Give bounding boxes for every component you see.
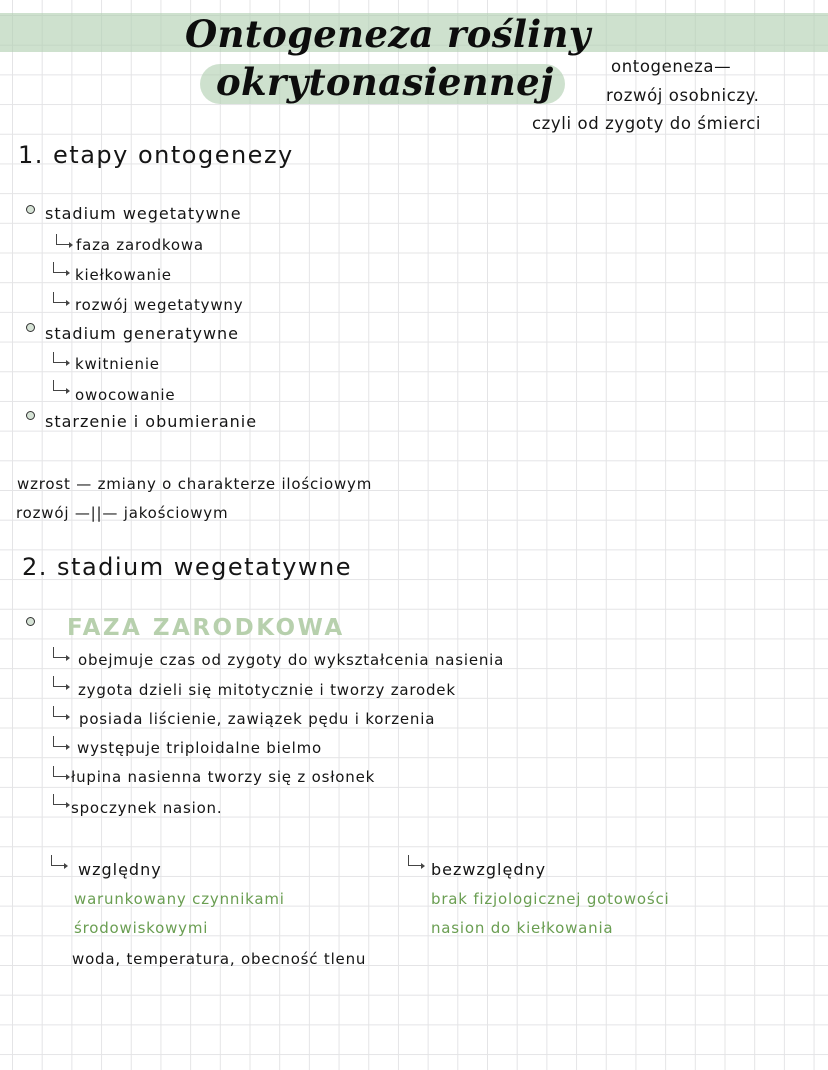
sub-arrow-icon bbox=[53, 352, 66, 363]
stage-aging: starzenie i obumieranie bbox=[45, 412, 258, 431]
bullet-icon bbox=[26, 617, 35, 626]
note-development: rozwój —||— jakościowym bbox=[16, 504, 229, 522]
page-title: Ontogeneza rośliny bbox=[185, 12, 591, 56]
dormancy-relative-desc-1: warunkowany czynnikami bbox=[74, 890, 285, 908]
embryo-point: występuje triploidalne bielmo bbox=[77, 739, 322, 757]
stage-vegetative: stadium wegetatywne bbox=[45, 204, 242, 223]
bullet-icon bbox=[26, 323, 35, 332]
stage-sub-item: rozwój wegetatywny bbox=[75, 296, 244, 314]
embryo-phase-heading: FAZA ZARODKOWA bbox=[67, 615, 345, 641]
dormancy-relative-desc-2: środowiskowymi bbox=[74, 919, 209, 937]
definition-line-1: ontogeneza— bbox=[611, 57, 732, 76]
section-2-heading: 2. stadium wegetatywne bbox=[22, 553, 352, 581]
dormancy-relative-factors: woda, temperatura, obecność tlenu bbox=[72, 950, 367, 968]
dormancy-absolute-label: bezwzględny bbox=[431, 860, 547, 879]
embryo-point: posiada liścienie, zawiązek pędu i korzenia bbox=[79, 710, 436, 728]
stage-sub-item: faza zarodkowa bbox=[76, 236, 204, 254]
sub-arrow-icon bbox=[53, 292, 66, 303]
sub-arrow-icon bbox=[53, 706, 66, 717]
section-1-heading: 1. etapy ontogenezy bbox=[18, 141, 294, 169]
sub-arrow-icon bbox=[56, 234, 69, 245]
sub-arrow-icon bbox=[53, 647, 66, 658]
sub-arrow-icon bbox=[53, 676, 66, 687]
bullet-icon bbox=[26, 411, 35, 420]
dormancy-absolute-desc-1: brak fizjologicznej gotowości bbox=[431, 890, 670, 908]
bullet-icon bbox=[26, 205, 35, 214]
note-growth: wzrost — zmiany o charakterze ilościowym bbox=[17, 475, 373, 493]
sub-arrow-icon bbox=[53, 766, 66, 777]
stage-sub-item: kiełkowanie bbox=[75, 266, 172, 284]
sub-arrow-icon bbox=[53, 736, 66, 747]
embryo-point: obejmuje czas od zygoty do wykształcenia nasienia bbox=[78, 651, 505, 669]
sub-arrow-icon bbox=[408, 855, 421, 866]
dormancy-absolute-desc-2: nasion do kiełkowania bbox=[431, 919, 614, 937]
sub-arrow-icon bbox=[53, 794, 66, 805]
stage-generative: stadium generatywne bbox=[45, 324, 240, 343]
stage-sub-item: owocowanie bbox=[75, 386, 176, 404]
embryo-point: zygota dzieli się mitotycznie i tworzy zarodek bbox=[78, 681, 456, 699]
sub-arrow-icon bbox=[53, 380, 66, 391]
embryo-point: łupina nasienna tworzy się z osłonek bbox=[71, 768, 376, 786]
definition-line-2: rozwój osobniczy. bbox=[606, 86, 760, 105]
page-subtitle: okrytonasiennej bbox=[216, 60, 554, 104]
dormancy-relative-label: względny bbox=[78, 860, 162, 879]
sub-arrow-icon bbox=[53, 262, 66, 273]
sub-arrow-icon bbox=[51, 855, 64, 866]
definition-line-3: czyli od zygoty do śmierci bbox=[532, 114, 762, 133]
embryo-point: spoczynek nasion. bbox=[71, 799, 223, 817]
stage-sub-item: kwitnienie bbox=[75, 355, 160, 373]
